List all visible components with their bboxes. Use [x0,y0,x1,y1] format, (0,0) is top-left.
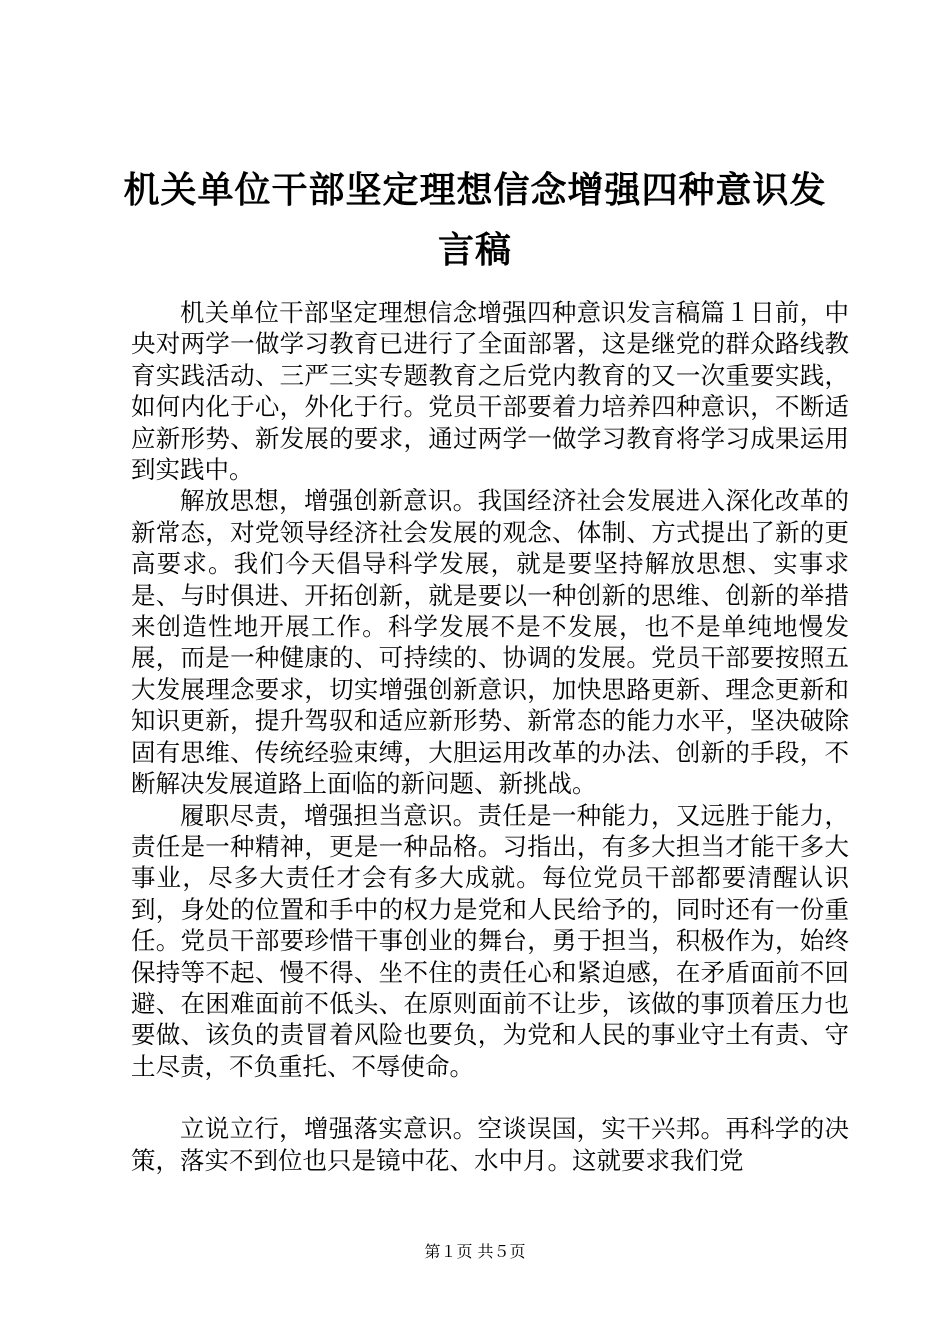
paragraph-innovation: 解放思想，增强创新意识。我国经济社会发展进入深化改革的新常态，对党领导经济社会发展的观念、体制、方式提出了新的更高要求。我们今天倡导科学发展，就是要坚持解放思想、实事求是、与时俱进、开拓创新，就是要以一种创新的思维、创新的举措来创造性地开展工作。科学发展不是不发展，也不是单纯地慢发展，而是一种健康的、可持续的、协调的发展。党员干部要按照五大发展理念要求，切实增强创新意识，加快思路更新、理念更新和知识更新，提升驾驭和适应新形势、新常态的能力水平，坚决破除固有思维、传统经验束缚，大胆运用改革的办法、创新的手段，不断解决发展道路上面临的新问题、新挑战。 [131,486,849,799]
paragraph-responsibility: 履职尽责，增强担当意识。责任是一种能力，又远胜于能力，责任是一种精神，更是一种品格。习指出，有多大担当才能干多大事业，尽多大责任才会有多大成就。每位党员干部都要清醒认识到，身处的位置和手中的权力是党和人民给予的，同时还有一份重任。党员干部要珍惜干事创业的舞台，勇于担当，积极作为，始终保持等不起、慢不得、坐不住的责任心和紧迫感，在矛盾面前不回避、在困难面前不低头、在原则面前不让步，该做的事顶着压力也要做、该负的责冒着风险也要负，为党和人民的事业守土有责、守土尽责，不负重托、不辱使命。 [131,800,849,1081]
paragraph-implementation: 立说立行，增强落实意识。空谈误国，实干兴邦。再科学的决策，落实不到位也只是镜中花、水中月。这就要求我们党 [131,1114,849,1175]
document-title: 机关单位干部坚定理想信念增强四种意识发言稿 [123,169,827,271]
paragraph-intro: 机关单位干部坚定理想信念增强四种意识发言稿篇１日前，中央对两学一做学习教育已进行了全面部署，这是继党的群众路线教育实践活动、三严三实专题教育之后党内教育的又一次重要实践，如何内化于心，外化于行。党员干部要着力培养四种意识，不断适应新形势、新发展的要求，通过两学一做学习教育将学习成果运用到实践中。 [131,298,849,485]
page-footer: 第１页 共５页 [424,1242,526,1261]
document-body [131,297,849,1176]
